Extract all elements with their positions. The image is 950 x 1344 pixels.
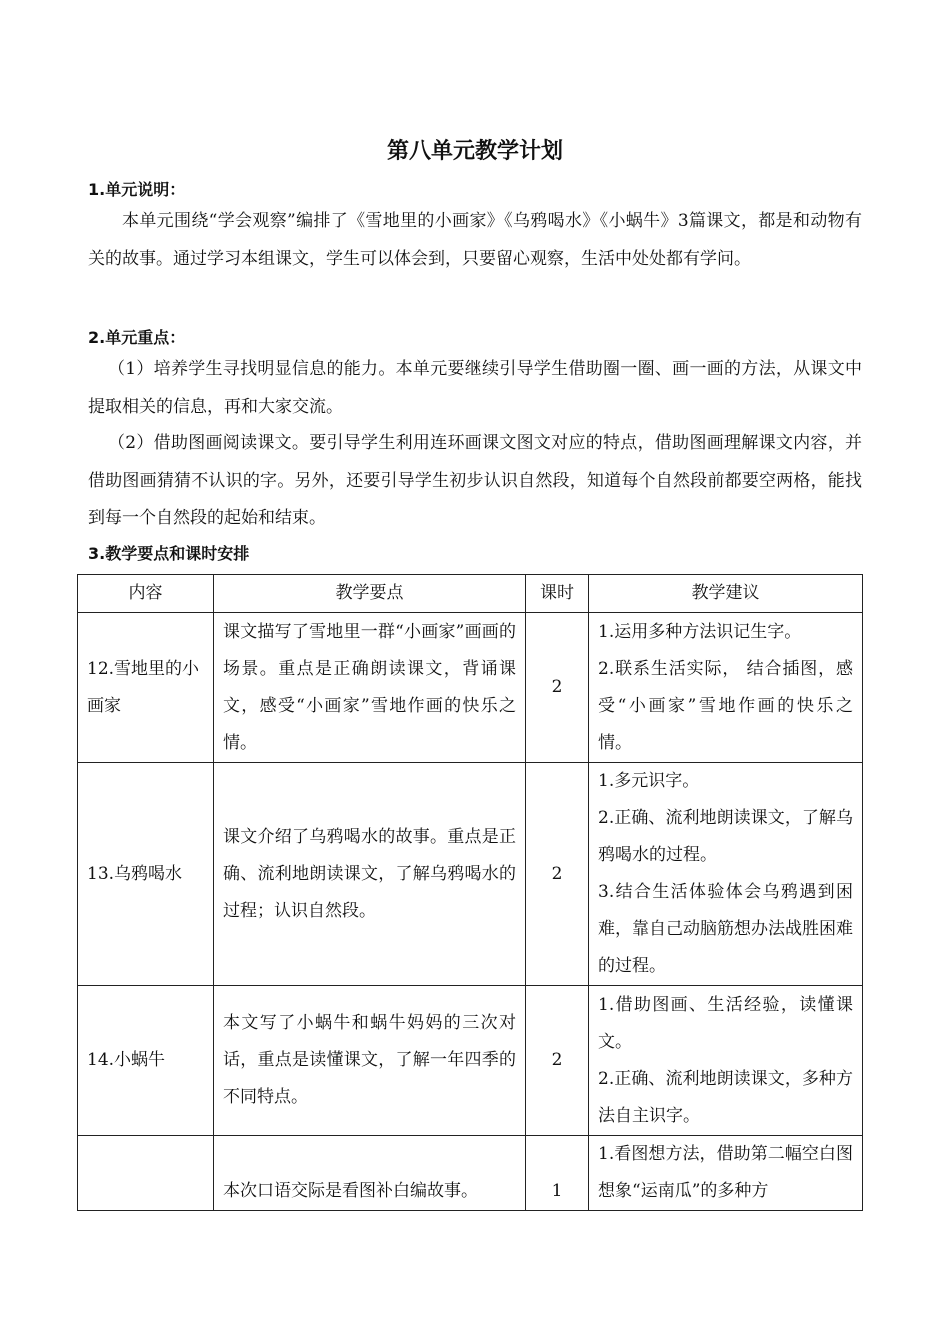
- advice-item: 2.正确、流利地朗读课文，了解乌鸦喝水的过程。: [598, 808, 853, 865]
- teaching-points-cell: 课文介绍了乌鸦喝水的故事。重点是正确、流利地朗读课文，了解乌鸦喝水的过程；认识自然段。: [214, 763, 526, 986]
- advice-item: 1.借助图画、生活经验，读懂课文。: [598, 994, 853, 1052]
- table-row: [78, 1136, 863, 1211]
- class-hours-cell: 2: [526, 763, 589, 986]
- section-heading-teaching-plan: 3.教学要点和课时安排: [88, 544, 250, 563]
- teaching-advice-cell: [589, 986, 863, 1136]
- teaching-advice-cell: [589, 763, 863, 986]
- unit-focus-point-1: （1）培养学生寻找明显信息的能力。本单元要继续引导学生借助圈一圈、画一画的方法，从课文中提取相关的信息，再和大家交流。: [88, 359, 862, 417]
- teaching-points-cell: 本文写了小蜗牛和蜗牛妈妈的三次对话，重点是读懂课文，了解一年四季的不同特点。: [214, 986, 526, 1136]
- class-hours-cell: 2: [526, 986, 589, 1136]
- advice-item: 2.正确、流利地朗读课文，多种方法自主识字。: [598, 1068, 853, 1126]
- table-header-cell: 教学建议: [589, 575, 863, 613]
- teaching-points-cell: 课文描写了雪地里一群“小画家”画画的场景。重点是正确朗读课文，背诵课文，感受“小画家”雪地作画的快乐之情。: [214, 613, 526, 763]
- table-row: [78, 613, 863, 763]
- teaching-advice-cell: [589, 613, 863, 763]
- table-header-row: [78, 575, 863, 613]
- table-header-cell: 内容: [78, 575, 214, 613]
- unit-focus-point-2: （2）借助图画阅读课文。要引导学生利用连环画课文图文对应的特点，借助图画理解课文内容，并借助图画猜猜不认识的字。另外，还要引导学生初步认识自然段，知道每个自然段前都要空两格，能找到每一个自然段的起始和结束。: [88, 433, 862, 528]
- table-row: [78, 986, 863, 1136]
- table-header-cell: 课时: [526, 575, 589, 613]
- lesson-title-cell: 14.小蜗牛: [78, 986, 214, 1136]
- table-row: [78, 763, 863, 986]
- lesson-title-cell: 13.乌鸦喝水: [78, 763, 214, 986]
- advice-item: 3.结合生活体验体会乌鸦遇到困难，靠自己动脑筋想办法战胜困难的过程。: [598, 882, 853, 976]
- advice-item: 2.联系生活实际， 结合插图，感受“小画家”雪地作画的快乐之情。: [598, 658, 853, 753]
- advice-item: 1.运用多种方法识记生字。: [598, 621, 802, 642]
- section-heading-unit-description: 1.单元说明：: [88, 180, 186, 199]
- page-title: 第八单元教学计划: [386, 139, 563, 164]
- unit-description-paragraph: 本单元围绕“学会观察”编排了《雪地里的小画家》《乌鸦喝水》《小蜗牛》3篇课文，都是和动物有关的故事。通过学习本组课文，学生可以体会到，只要留心观察，生活中处处都有学问。: [88, 211, 862, 269]
- table-header-cell: 教学要点: [214, 575, 526, 613]
- teaching-plan-table: [77, 574, 863, 1211]
- class-hours-cell: 2: [526, 613, 589, 763]
- teaching-points-cell: 本次口语交际是看图补白编故事。: [214, 1136, 526, 1211]
- advice-item: 1.看图想方法，借助第二幅空白图想象“运南瓜”的多种方: [598, 1144, 853, 1201]
- teaching-advice-cell: [589, 1136, 863, 1211]
- class-hours-cell: 1: [526, 1136, 589, 1211]
- advice-item: 1.多元识字。: [598, 771, 700, 791]
- section-heading-unit-focus: 2.单元重点：: [88, 328, 186, 347]
- lesson-title-cell: 12.雪地里的小画家: [78, 613, 214, 763]
- lesson-title-cell: [78, 1136, 214, 1211]
